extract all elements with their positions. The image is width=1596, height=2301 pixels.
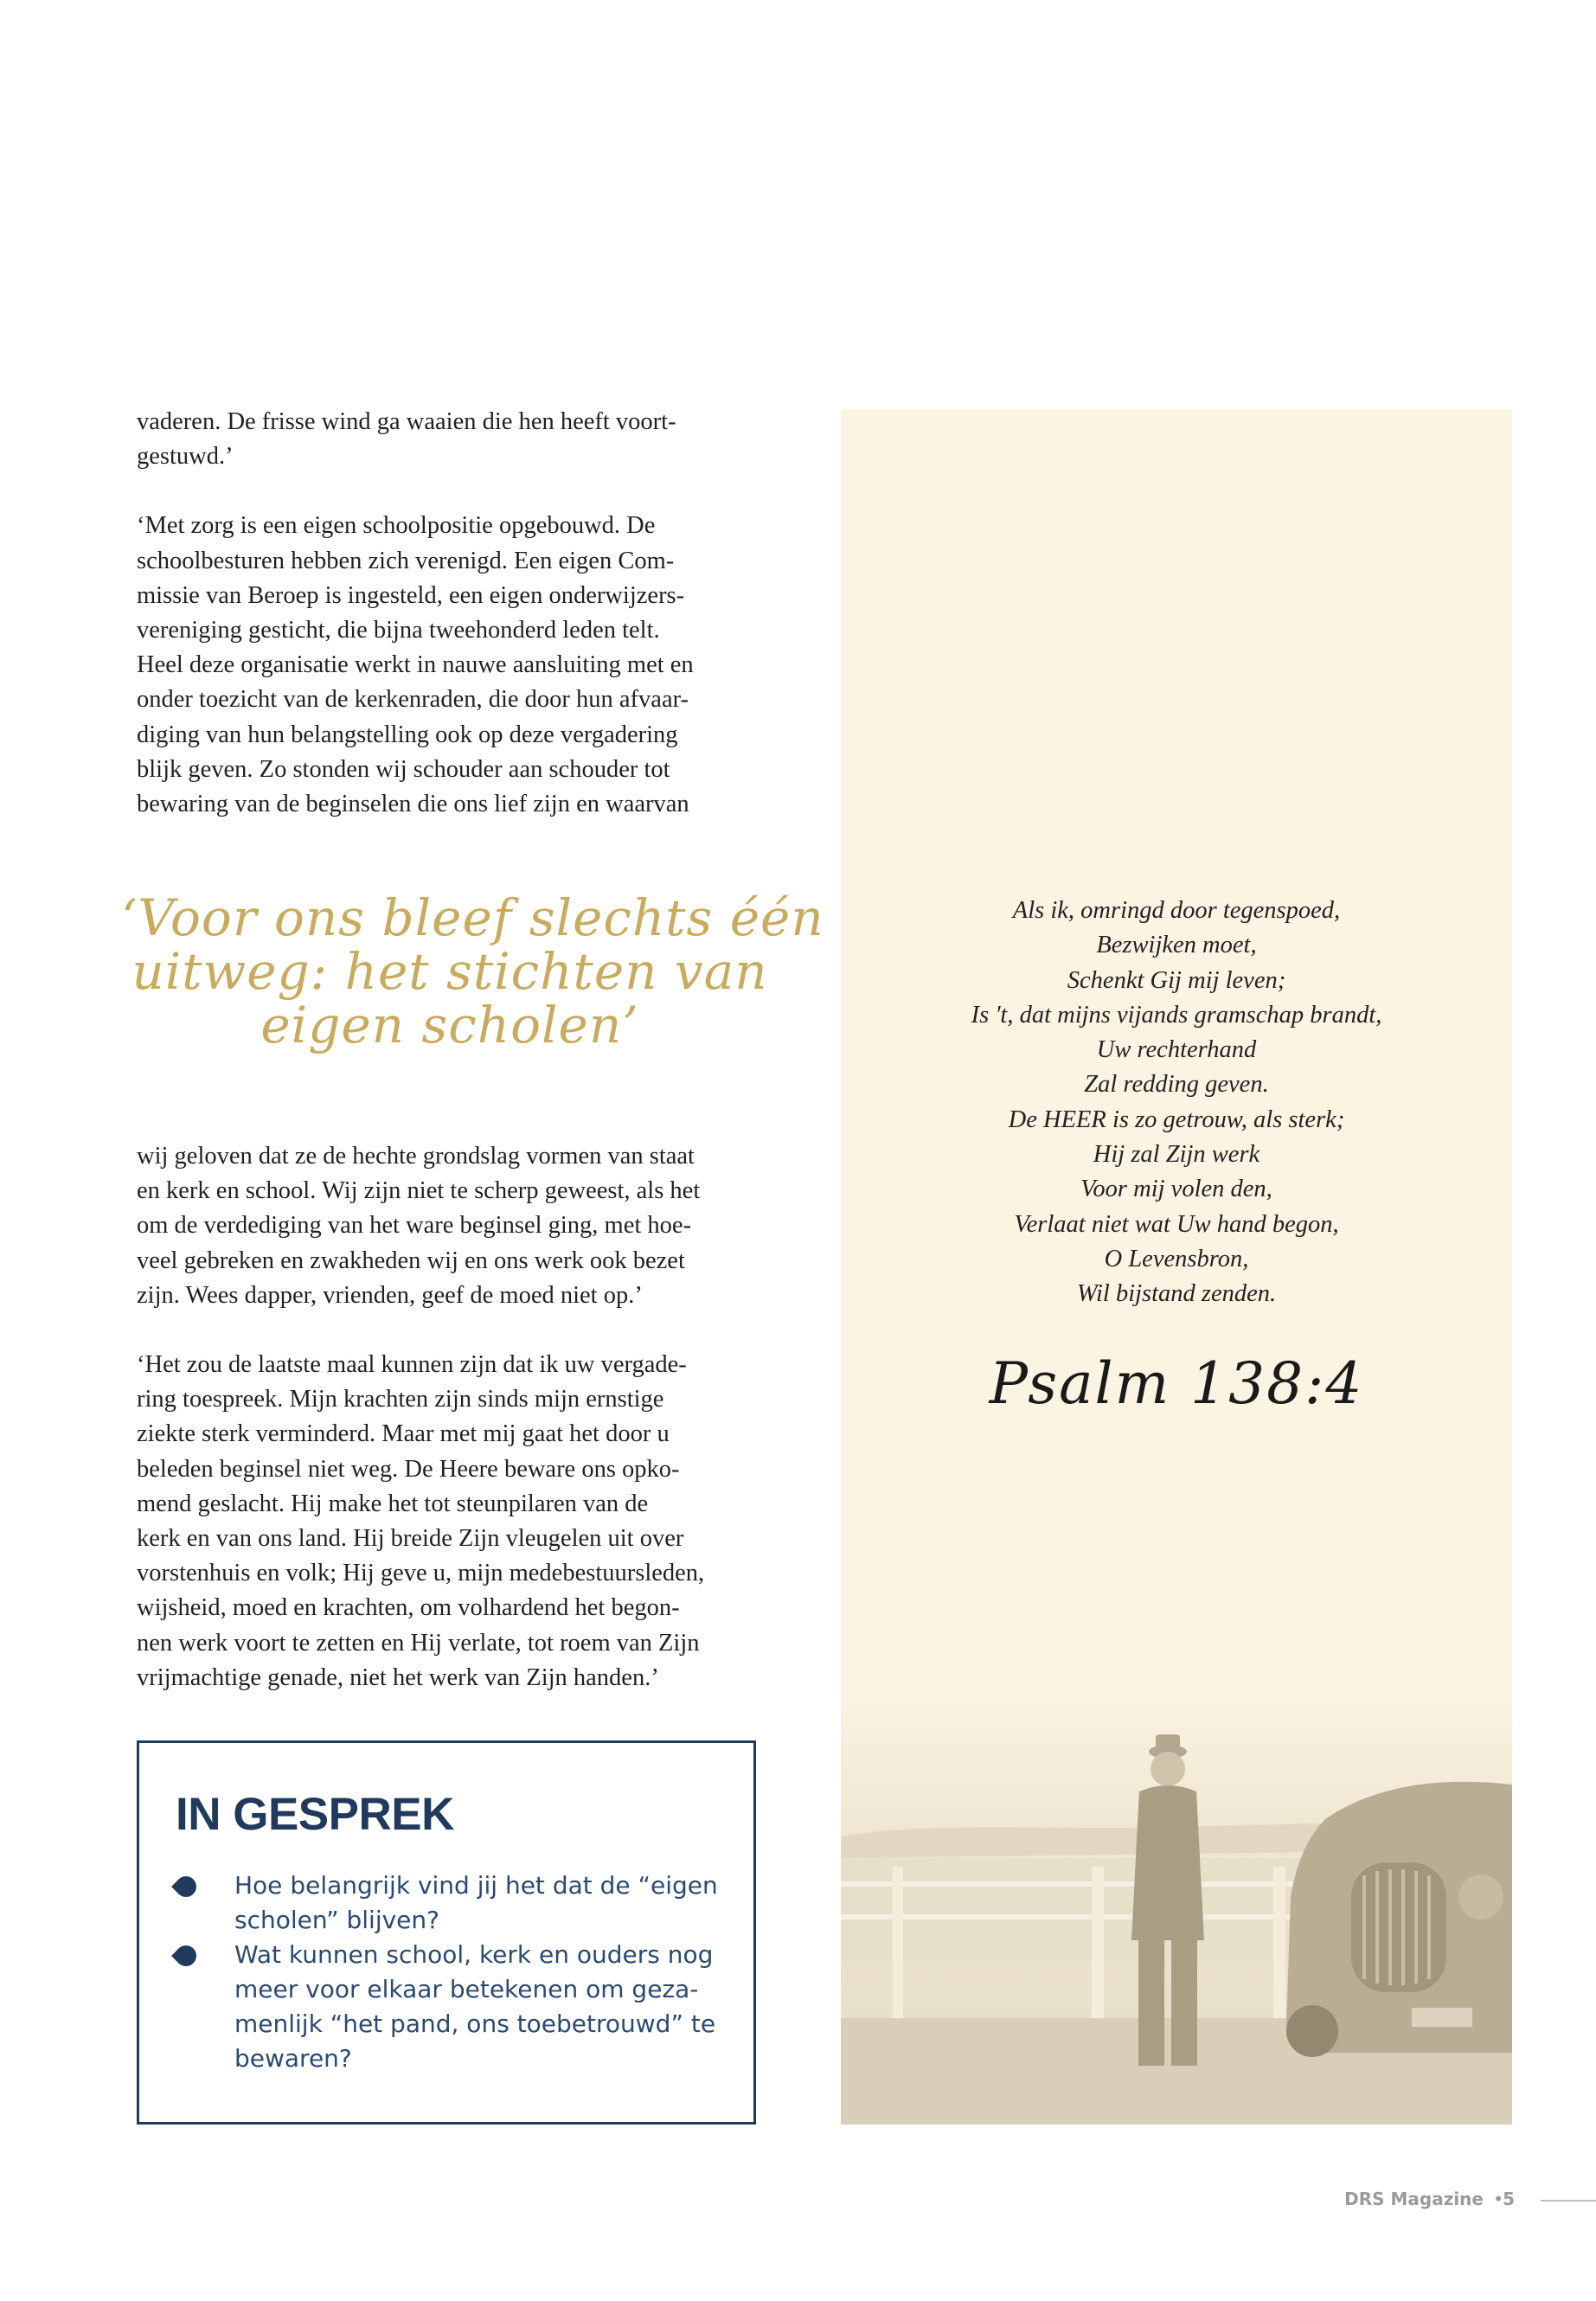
psalm-poem	[841, 894, 1512, 1312]
text-line: vaderen. De frisse wind ga waaien die hen heeft voort-	[137, 408, 676, 435]
psalm-sidebar	[841, 409, 1512, 2125]
psalm-reference: Psalm 138:4	[989, 1350, 1364, 1417]
text-line: Heel deze organisatie werkt in nauwe aansluiting met en	[137, 651, 694, 679]
question-line: meer voor elkaar betekenen om geza-	[234, 1975, 699, 2003]
text-line: missie van Beroep is ingesteld, een eigen onderwijzers-	[137, 581, 685, 609]
text-line: nen werk voort te zetten en Hij verlate, tot roem van Zijn	[137, 1629, 700, 1657]
question-line: Wat kunnen school, kerk en ouders nog	[234, 1940, 714, 1969]
text-line: blijk geven. Zo stonden wij schouder aan schouder tot	[137, 755, 670, 783]
question-line: Hoe belangrijk vind jij het dat de “eigen	[234, 1871, 718, 1900]
poem-line: Zal redding geven.	[1084, 1071, 1269, 1099]
text-line: diging van hun belangstelling ook op deze vergadering	[137, 721, 678, 748]
question-item	[176, 1938, 716, 2076]
poem-line: Schenkt Gij mij leven;	[1067, 966, 1286, 994]
in-gesprek-title: IN GESPREK	[176, 1789, 454, 1840]
text-line: gestuwd.’	[137, 443, 234, 471]
text-line: mend geslacht. Hij make het tot steunpilaren van de	[137, 1490, 649, 1517]
bullet-drop-icon	[171, 1941, 201, 1971]
text-line: onder toezicht van de kerkenraden, die door hun afvaar-	[137, 686, 689, 714]
text-line: om de verdediging van het ware beginsel ging, met hoe-	[137, 1212, 692, 1240]
pull-quote	[121, 888, 824, 1054]
poem-line: Bezwijken moet,	[1096, 932, 1257, 959]
question-item	[176, 1868, 718, 1938]
paragraph	[137, 405, 764, 474]
poem-line: Wil bijstand zenden.	[1076, 1280, 1277, 1308]
poem-line: O Levensbron,	[1104, 1245, 1249, 1272]
magazine-name: DRS Magazine	[1344, 2189, 1484, 2209]
text-line: ring toespreek. Mijn krachten zijn sinds mijn ernstige	[137, 1386, 664, 1413]
paragraph	[137, 1348, 764, 1695]
page-footer	[1319, 2189, 1596, 2218]
text-line: schoolbesturen hebben zich verenigd. Een eigen Com-	[137, 547, 675, 574]
poem-line: Verlaat niet wat Uw hand begon,	[1014, 1210, 1339, 1238]
poem-line: Hij zal Zijn werk	[1093, 1141, 1260, 1169]
poem-line: Als ik, omringd door tegenspoed,	[1012, 897, 1341, 924]
article-column-bottom	[137, 1139, 764, 1730]
pull-quote-line: uitweg: het stichten van	[131, 942, 768, 1001]
text-line: wij geloven dat ze de hechte grondslag vormen van staat	[137, 1143, 695, 1170]
text-line: ‘Het zou de laatste maal kunnen zijn dat ik uw vergade-	[137, 1351, 687, 1379]
text-line: vorstenhuis en volk; Hij geve u, mijn medebestuursleden,	[137, 1560, 705, 1587]
pull-quote-line: ‘Voor ons bleef slechts één	[121, 888, 824, 947]
text-line: ‘Met zorg is een eigen schoolpositie opgebouwd. De	[137, 512, 656, 540]
text-line: en kerk en school. Wij zijn niet te scherp geweest, als het	[137, 1177, 701, 1205]
vintage-photo	[841, 1689, 1512, 2125]
in-gesprek-box	[137, 1740, 756, 2125]
text-line: veel gebreken en zwakheden wij en ons werk ook bezet	[137, 1247, 685, 1274]
poem-line: Voor mij volen den,	[1080, 1176, 1272, 1203]
bullet-drop-icon	[171, 1872, 201, 1901]
poem-line: Uw rechterhand	[1096, 1036, 1257, 1064]
question-line: scholen” blijven?	[234, 1906, 440, 1934]
footer-separator: •	[1493, 2189, 1503, 2209]
article-column-top	[137, 405, 764, 856]
text-line: ziekte sterk verminderd. Maar met mij gaat het door u	[137, 1420, 670, 1448]
text-line: bewaring van de beginselen die ons lief zijn en waarvan	[137, 791, 689, 818]
poem-line: De HEER is zo getrouw, als sterk;	[1008, 1106, 1345, 1133]
paragraph	[137, 1139, 764, 1313]
text-line: beleden beginsel niet weg. De Heere beware ons opko-	[137, 1455, 680, 1483]
footer-rule	[1541, 2200, 1596, 2202]
text-line: kerk en van ons land. Hij breide Zijn vleugelen uit over	[137, 1525, 684, 1553]
page-number: 5	[1503, 2189, 1515, 2209]
paragraph	[137, 509, 764, 822]
question-line: menlijk “het pand, ons toebetrouwd” te	[234, 2009, 716, 2038]
text-line: vrijmachtige genade, niet het werk van Zijn handen.’	[137, 1663, 659, 1691]
question-list	[176, 1868, 718, 2076]
poem-line: Is 't, dat mijns vijands gramschap brandt,	[971, 1001, 1382, 1029]
text-line: zijn. Wees dapper, vrienden, geef de moed niet op.’	[137, 1281, 643, 1309]
pull-quote-line: eigen scholen’	[260, 996, 639, 1054]
text-line: vereniging gesticht, die bijna tweehonderd leden telt.	[137, 617, 660, 644]
text-line: wijsheid, moed en krachten, om volhardend het begon-	[137, 1594, 680, 1622]
question-line: bewaren?	[234, 2044, 352, 2073]
